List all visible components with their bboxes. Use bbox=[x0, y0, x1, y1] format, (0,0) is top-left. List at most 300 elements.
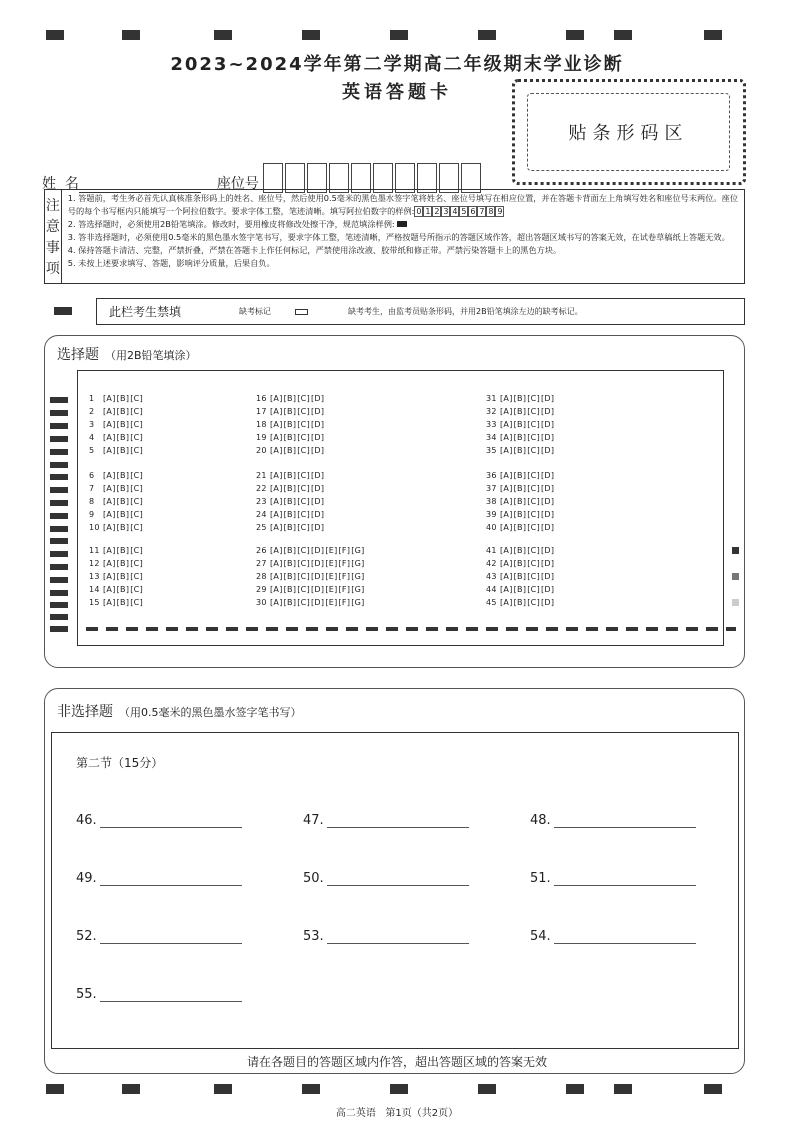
option-bubble-C[interactable]: [C] bbox=[130, 484, 143, 493]
option-bubble-B[interactable]: [B] bbox=[116, 572, 130, 581]
option-bubble-C[interactable]: [C] bbox=[130, 433, 143, 442]
notice-item: 3. 答非选择题时，必须使用0.5毫米的黑色墨水签字笔书写，要求字体工整，笔迹清晰，严格按题号所指示的答题区域作答，超出答题区域书写的答案无效，在试卷草稿纸上答题无效。 bbox=[67, 232, 730, 242]
question-11 bbox=[89, 546, 143, 555]
blank-number: 54. bbox=[530, 929, 551, 944]
question-12 bbox=[89, 559, 143, 568]
option-bubble-A[interactable]: [A] bbox=[270, 523, 283, 532]
option-bubble-B[interactable]: [B] bbox=[283, 585, 297, 594]
option-bubble-C[interactable]: [C] bbox=[297, 420, 310, 429]
option-bubble-D[interactable]: [D] bbox=[311, 446, 325, 455]
option-bubble-A[interactable]: [A] bbox=[270, 407, 283, 416]
option-bubble-A[interactable]: [A] bbox=[500, 446, 513, 455]
option-bubble-G[interactable]: [G] bbox=[351, 572, 365, 581]
option-bubble-A[interactable]: [A] bbox=[270, 546, 283, 555]
option-bubble-A[interactable]: [A] bbox=[103, 471, 116, 480]
option-bubble-A[interactable]: [A] bbox=[103, 585, 116, 594]
digit-box: 3 bbox=[443, 207, 449, 216]
option-bubble-B[interactable]: [B] bbox=[116, 523, 130, 532]
question-10 bbox=[89, 523, 143, 532]
question-number: 6 bbox=[89, 471, 95, 480]
option-bubble-D[interactable]: [D] bbox=[311, 407, 325, 416]
timing-mark bbox=[704, 30, 722, 40]
option-bubble-G[interactable]: [G] bbox=[351, 598, 365, 607]
question-32 bbox=[486, 407, 554, 416]
question-number: 35 bbox=[486, 446, 497, 455]
answer-blank-52[interactable] bbox=[76, 929, 242, 944]
question-number: 36 bbox=[486, 471, 497, 480]
option-bubble-A[interactable]: [A] bbox=[500, 433, 513, 442]
option-bubble-A[interactable]: [A] bbox=[500, 572, 513, 581]
option-bubble-C[interactable]: [C] bbox=[527, 585, 540, 594]
option-bubble-B[interactable]: [B] bbox=[116, 407, 130, 416]
option-bubble-D[interactable]: [D] bbox=[541, 598, 555, 607]
option-bubble-C[interactable]: [C] bbox=[130, 572, 143, 581]
option-bubble-B[interactable]: [B] bbox=[513, 394, 527, 403]
option-bubble-C[interactable]: [C] bbox=[130, 497, 143, 506]
question-number: 30 bbox=[256, 598, 267, 607]
option-bubble-D[interactable]: [D] bbox=[311, 585, 325, 594]
option-bubble-B[interactable]: [B] bbox=[283, 510, 297, 519]
option-bubble-C[interactable]: [C] bbox=[527, 484, 540, 493]
option-bubble-B[interactable]: [B] bbox=[116, 598, 130, 607]
option-bubble-A[interactable]: [A] bbox=[270, 446, 283, 455]
option-bubble-B[interactable]: [B] bbox=[513, 523, 527, 532]
blank-number: 53. bbox=[303, 929, 324, 944]
option-bubble-A[interactable]: [A] bbox=[500, 510, 513, 519]
absent-note: 缺考考生，由监考员贴条形码，并用2B铅笔填涂左边的缺考标记。 bbox=[348, 307, 583, 316]
timing-mark bbox=[50, 449, 68, 455]
notice-heading-char: 事 bbox=[45, 240, 60, 257]
option-bubble-C[interactable]: [C] bbox=[297, 598, 310, 607]
answer-line[interactable] bbox=[100, 874, 242, 886]
question-31 bbox=[486, 394, 554, 403]
question-number: 26 bbox=[256, 546, 267, 555]
question-19 bbox=[256, 433, 324, 442]
timing-mark bbox=[732, 547, 739, 554]
option-bubble-B[interactable]: [B] bbox=[283, 559, 297, 568]
seat-label: 座位号 bbox=[216, 176, 259, 192]
answer-line[interactable] bbox=[554, 874, 696, 886]
timing-mark bbox=[50, 487, 68, 493]
question-number: 20 bbox=[256, 446, 267, 455]
option-bubble-C[interactable]: [C] bbox=[130, 471, 143, 480]
option-bubble-C[interactable]: [C] bbox=[130, 585, 143, 594]
option-bubble-C[interactable]: [C] bbox=[527, 394, 540, 403]
option-bubble-C[interactable]: [C] bbox=[297, 559, 310, 568]
option-bubble-F[interactable]: [F] bbox=[338, 598, 351, 607]
question-number: 7 bbox=[89, 484, 95, 493]
option-bubble-D[interactable]: [D] bbox=[311, 559, 325, 568]
option-bubble-B[interactable]: [B] bbox=[513, 497, 527, 506]
option-bubble-D[interactable]: [D] bbox=[311, 546, 325, 555]
option-bubble-A[interactable]: [A] bbox=[103, 394, 116, 403]
option-bubble-F[interactable]: [F] bbox=[338, 585, 351, 594]
option-bubble-A[interactable]: [A] bbox=[500, 407, 513, 416]
choice-title: 选择题 （用2B铅笔填涂） bbox=[57, 347, 197, 363]
digit-sample bbox=[414, 206, 504, 216]
answer-blank-50[interactable] bbox=[303, 871, 469, 886]
answer-line[interactable] bbox=[327, 816, 469, 828]
option-bubble-A[interactable]: [A] bbox=[500, 546, 513, 555]
option-bubble-C[interactable]: [C] bbox=[130, 446, 143, 455]
question-38 bbox=[486, 497, 554, 506]
option-bubble-C[interactable]: [C] bbox=[297, 585, 310, 594]
question-13 bbox=[89, 572, 143, 581]
option-bubble-B[interactable]: [B] bbox=[116, 433, 130, 442]
option-bubble-C[interactable]: [C] bbox=[297, 510, 310, 519]
option-bubble-D[interactable]: [D] bbox=[311, 484, 325, 493]
option-bubble-G[interactable]: [G] bbox=[351, 546, 365, 555]
option-bubble-D[interactable]: [D] bbox=[541, 510, 555, 519]
question-number: 28 bbox=[256, 572, 267, 581]
option-bubble-B[interactable]: [B] bbox=[513, 484, 527, 493]
exam-subtitle: 英语答题卡 bbox=[342, 82, 452, 103]
timing-mark bbox=[614, 1084, 632, 1094]
timing-mark bbox=[50, 397, 68, 403]
option-bubble-A[interactable]: [A] bbox=[500, 420, 513, 429]
option-bubble-E[interactable]: [E] bbox=[325, 572, 338, 581]
option-bubble-B[interactable]: [B] bbox=[513, 572, 527, 581]
blank-number: 48. bbox=[530, 813, 551, 828]
answer-line[interactable] bbox=[100, 816, 242, 828]
timing-mark bbox=[50, 423, 68, 429]
option-bubble-B[interactable]: [B] bbox=[283, 572, 297, 581]
answer-blank-53[interactable] bbox=[303, 929, 469, 944]
digit-box: 0 bbox=[416, 207, 422, 216]
option-bubble-B[interactable]: [B] bbox=[283, 394, 297, 403]
option-bubble-E[interactable]: [E] bbox=[325, 546, 338, 555]
option-bubble-B[interactable]: [B] bbox=[513, 598, 527, 607]
option-bubble-D[interactable]: [D] bbox=[541, 523, 555, 532]
option-bubble-B[interactable]: [B] bbox=[513, 420, 527, 429]
question-number: 16 bbox=[256, 394, 267, 403]
question-16 bbox=[256, 394, 324, 403]
question-27 bbox=[256, 559, 365, 568]
question-number: 43 bbox=[486, 572, 497, 581]
answer-blank-49[interactable] bbox=[76, 871, 242, 886]
notice-heading bbox=[45, 190, 62, 283]
option-bubble-C[interactable]: [C] bbox=[527, 420, 540, 429]
option-bubble-C[interactable]: [C] bbox=[130, 598, 143, 607]
option-bubble-B[interactable]: [B] bbox=[283, 523, 297, 532]
section-label: 第二节（15分） bbox=[76, 756, 164, 770]
option-bubble-A[interactable]: [A] bbox=[270, 433, 283, 442]
question-number: 32 bbox=[486, 407, 497, 416]
option-bubble-C[interactable]: [C] bbox=[297, 407, 310, 416]
digit-box: 2 bbox=[434, 207, 440, 216]
option-bubble-E[interactable]: [E] bbox=[325, 585, 338, 594]
question-45 bbox=[486, 598, 554, 607]
option-bubble-C[interactable]: [C] bbox=[297, 484, 310, 493]
exam-title: 2023~2024学年第二学期高二年级期末学业诊断 bbox=[170, 54, 624, 75]
option-bubble-C[interactable]: [C] bbox=[527, 510, 540, 519]
question-number: 45 bbox=[486, 598, 497, 607]
blank-number: 51. bbox=[530, 871, 551, 886]
option-bubble-C[interactable]: [C] bbox=[130, 510, 143, 519]
option-bubble-B[interactable]: [B] bbox=[283, 407, 297, 416]
option-bubble-B[interactable]: [B] bbox=[116, 446, 130, 455]
option-bubble-D[interactable]: [D] bbox=[541, 407, 555, 416]
option-bubble-C[interactable]: [C] bbox=[527, 446, 540, 455]
timing-mark bbox=[46, 30, 64, 40]
option-bubble-D[interactable]: [D] bbox=[541, 446, 555, 455]
question-41 bbox=[486, 546, 554, 555]
option-bubble-A[interactable]: [A] bbox=[270, 559, 283, 568]
question-2 bbox=[89, 407, 143, 416]
option-bubble-B[interactable]: [B] bbox=[116, 484, 130, 493]
name-label: 姓 名 bbox=[42, 176, 79, 192]
option-bubble-A[interactable]: [A] bbox=[103, 572, 116, 581]
timing-mark bbox=[50, 626, 68, 632]
option-bubble-B[interactable]: [B] bbox=[513, 433, 527, 442]
option-bubble-B[interactable]: [B] bbox=[513, 510, 527, 519]
timing-mark bbox=[54, 307, 72, 315]
timing-mark bbox=[302, 30, 320, 40]
question-number: 8 bbox=[89, 497, 95, 506]
option-bubble-C[interactable]: [C] bbox=[130, 394, 143, 403]
option-bubble-A[interactable]: [A] bbox=[500, 598, 513, 607]
option-bubble-C[interactable]: [C] bbox=[527, 497, 540, 506]
option-bubble-B[interactable]: [B] bbox=[116, 546, 130, 555]
option-bubble-B[interactable]: [B] bbox=[513, 471, 527, 480]
question-number: 1 bbox=[89, 394, 95, 403]
option-bubble-C[interactable]: [C] bbox=[297, 572, 310, 581]
option-bubble-A[interactable]: [A] bbox=[500, 394, 513, 403]
option-bubble-D[interactable]: [D] bbox=[541, 394, 555, 403]
option-bubble-A[interactable]: [A] bbox=[270, 484, 283, 493]
barcode-area bbox=[512, 79, 746, 185]
option-bubble-B[interactable]: [B] bbox=[283, 446, 297, 455]
option-bubble-C[interactable]: [C] bbox=[297, 546, 310, 555]
question-number: 34 bbox=[486, 433, 497, 442]
option-bubble-D[interactable]: [D] bbox=[541, 546, 555, 555]
answer-blank-54[interactable] bbox=[530, 929, 696, 944]
barcode-label: 贴条形码区 bbox=[527, 93, 730, 171]
question-18 bbox=[256, 420, 324, 429]
timing-mark bbox=[50, 526, 68, 532]
option-bubble-D[interactable]: [D] bbox=[541, 484, 555, 493]
option-bubble-C[interactable]: [C] bbox=[297, 471, 310, 480]
question-number: 39 bbox=[486, 510, 497, 519]
option-bubble-A[interactable]: [A] bbox=[270, 585, 283, 594]
notice-body bbox=[62, 190, 744, 283]
question-number: 40 bbox=[486, 523, 497, 532]
timing-mark bbox=[50, 602, 68, 608]
option-bubble-D[interactable]: [D] bbox=[541, 585, 555, 594]
question-number: 21 bbox=[256, 471, 267, 480]
option-bubble-A[interactable]: [A] bbox=[103, 446, 116, 455]
option-bubble-D[interactable]: [D] bbox=[311, 598, 325, 607]
timing-mark bbox=[50, 538, 68, 544]
option-bubble-C[interactable]: [C] bbox=[297, 433, 310, 442]
option-bubble-C[interactable]: [C] bbox=[527, 433, 540, 442]
option-bubble-A[interactable]: [A] bbox=[103, 420, 116, 429]
option-bubble-D[interactable]: [D] bbox=[311, 394, 325, 403]
option-bubble-B[interactable]: [B] bbox=[116, 394, 130, 403]
option-bubble-B[interactable]: [B] bbox=[513, 559, 527, 568]
question-43 bbox=[486, 572, 554, 581]
answer-blank-55[interactable] bbox=[76, 987, 242, 1002]
question-30 bbox=[256, 598, 365, 607]
option-bubble-D[interactable]: [D] bbox=[311, 497, 325, 506]
option-bubble-A[interactable]: [A] bbox=[103, 546, 116, 555]
option-bubble-B[interactable]: [B] bbox=[283, 598, 297, 607]
digit-box: 6 bbox=[470, 207, 476, 216]
timing-mark bbox=[214, 1084, 232, 1094]
answer-line[interactable] bbox=[554, 816, 696, 828]
option-bubble-B[interactable]: [B] bbox=[513, 446, 527, 455]
option-bubble-A[interactable]: [A] bbox=[103, 510, 116, 519]
timing-mark bbox=[46, 1084, 64, 1094]
blank-number: 47. bbox=[303, 813, 324, 828]
option-bubble-C[interactable]: [C] bbox=[527, 523, 540, 532]
option-bubble-G[interactable]: [G] bbox=[351, 585, 365, 594]
option-bubble-C[interactable]: [C] bbox=[130, 546, 143, 555]
option-bubble-A[interactable]: [A] bbox=[270, 598, 283, 607]
option-bubble-C[interactable]: [C] bbox=[297, 497, 310, 506]
question-number: 24 bbox=[256, 510, 267, 519]
option-bubble-B[interactable]: [B] bbox=[116, 585, 130, 594]
option-bubble-A[interactable]: [A] bbox=[103, 407, 116, 416]
option-bubble-A[interactable]: [A] bbox=[103, 559, 116, 568]
question-24 bbox=[256, 510, 324, 519]
option-bubble-C[interactable]: [C] bbox=[527, 598, 540, 607]
option-bubble-B[interactable]: [B] bbox=[116, 510, 130, 519]
timing-mark bbox=[50, 513, 68, 519]
option-bubble-F[interactable]: [F] bbox=[338, 572, 351, 581]
forbidden-row bbox=[96, 298, 745, 325]
option-bubble-C[interactable]: [C] bbox=[130, 420, 143, 429]
option-bubble-A[interactable]: [A] bbox=[500, 523, 513, 532]
question-36 bbox=[486, 471, 554, 480]
option-bubble-B[interactable]: [B] bbox=[116, 471, 130, 480]
answer-line[interactable] bbox=[554, 932, 696, 944]
timing-mark bbox=[50, 436, 68, 442]
option-bubble-D[interactable]: [D] bbox=[541, 433, 555, 442]
option-bubble-B[interactable]: [B] bbox=[116, 497, 130, 506]
answer-blank-48[interactable] bbox=[530, 813, 696, 828]
option-bubble-A[interactable]: [A] bbox=[270, 572, 283, 581]
answer-blank-46[interactable] bbox=[76, 813, 242, 828]
timing-mark bbox=[50, 614, 68, 620]
question-number: 15 bbox=[89, 598, 100, 607]
option-bubble-D[interactable]: [D] bbox=[541, 420, 555, 429]
notice-item: 5. 未按上述要求填写、答题，影响评分质量，后果自负。 bbox=[67, 258, 275, 268]
option-bubble-C[interactable]: [C] bbox=[527, 471, 540, 480]
answer-line[interactable] bbox=[327, 932, 469, 944]
blank-number: 50. bbox=[303, 871, 324, 886]
option-bubble-F[interactable]: [F] bbox=[338, 559, 351, 568]
option-bubble-B[interactable]: [B] bbox=[283, 433, 297, 442]
timing-mark bbox=[214, 30, 232, 40]
option-bubble-C[interactable]: [C] bbox=[527, 407, 540, 416]
option-bubble-D[interactable]: [D] bbox=[541, 572, 555, 581]
option-bubble-A[interactable]: [A] bbox=[270, 471, 283, 480]
timing-mark bbox=[50, 551, 68, 557]
option-bubble-A[interactable]: [A] bbox=[103, 523, 116, 532]
question-number: 4 bbox=[89, 433, 95, 442]
answer-line[interactable] bbox=[100, 990, 242, 1002]
option-bubble-A[interactable]: [A] bbox=[270, 420, 283, 429]
option-bubble-B[interactable]: [B] bbox=[283, 497, 297, 506]
option-bubble-A[interactable]: [A] bbox=[500, 559, 513, 568]
option-bubble-C[interactable]: [C] bbox=[130, 407, 143, 416]
digit-box: 9 bbox=[497, 207, 503, 216]
absent-mark-box[interactable] bbox=[295, 309, 308, 315]
question-34 bbox=[486, 433, 554, 442]
option-bubble-A[interactable]: [A] bbox=[103, 598, 116, 607]
answer-blank-47[interactable] bbox=[303, 813, 469, 828]
option-bubble-D[interactable]: [D] bbox=[541, 559, 555, 568]
option-bubble-B[interactable]: [B] bbox=[283, 471, 297, 480]
option-bubble-A[interactable]: [A] bbox=[500, 585, 513, 594]
option-bubble-B[interactable]: [B] bbox=[283, 546, 297, 555]
timing-mark bbox=[122, 1084, 140, 1094]
question-37 bbox=[486, 484, 554, 493]
option-bubble-D[interactable]: [D] bbox=[311, 471, 325, 480]
option-bubble-C[interactable]: [C] bbox=[130, 559, 143, 568]
question-number: 10 bbox=[89, 523, 100, 532]
option-bubble-A[interactable]: [A] bbox=[103, 433, 116, 442]
option-bubble-F[interactable]: [F] bbox=[338, 546, 351, 555]
answer-blank-51[interactable] bbox=[530, 871, 696, 886]
option-bubble-E[interactable]: [E] bbox=[325, 559, 338, 568]
timing-mark bbox=[478, 1084, 496, 1094]
option-bubble-A[interactable]: [A] bbox=[103, 497, 116, 506]
option-bubble-D[interactable]: [D] bbox=[311, 523, 325, 532]
option-bubble-D[interactable]: [D] bbox=[311, 510, 325, 519]
option-bubble-C[interactable]: [C] bbox=[130, 523, 143, 532]
option-bubble-C[interactable]: [C] bbox=[297, 523, 310, 532]
option-bubble-A[interactable]: [A] bbox=[500, 497, 513, 506]
option-bubble-A[interactable]: [A] bbox=[270, 394, 283, 403]
option-bubble-A[interactable]: [A] bbox=[103, 484, 116, 493]
option-bubble-B[interactable]: [B] bbox=[513, 546, 527, 555]
option-bubble-D[interactable]: [D] bbox=[541, 497, 555, 506]
option-bubble-C[interactable]: [C] bbox=[527, 546, 540, 555]
choice-answer-box bbox=[77, 370, 724, 646]
timing-mark bbox=[50, 590, 68, 596]
answer-line[interactable] bbox=[327, 874, 469, 886]
blank-number: 46. bbox=[76, 813, 97, 828]
option-bubble-B[interactable]: [B] bbox=[513, 585, 527, 594]
option-bubble-A[interactable]: [A] bbox=[270, 510, 283, 519]
option-bubble-C[interactable]: [C] bbox=[527, 559, 540, 568]
notice-item: 4. 保持答题卡清洁、完整，严禁折叠，严禁在答题卡上作任何标记，严禁使用涂改液、胶带纸和修正带。严禁污染答题卡上的黑色方块。 bbox=[67, 245, 562, 255]
option-bubble-A[interactable]: [A] bbox=[270, 497, 283, 506]
option-bubble-B[interactable]: [B] bbox=[283, 484, 297, 493]
question-number: 12 bbox=[89, 559, 100, 568]
option-bubble-B[interactable]: [B] bbox=[283, 420, 297, 429]
option-bubble-B[interactable]: [B] bbox=[513, 407, 527, 416]
option-bubble-D[interactable]: [D] bbox=[311, 433, 325, 442]
option-bubble-A[interactable]: [A] bbox=[500, 471, 513, 480]
timing-mark bbox=[50, 474, 68, 480]
option-bubble-C[interactable]: [C] bbox=[527, 572, 540, 581]
answer-line[interactable] bbox=[100, 932, 242, 944]
option-bubble-D[interactable]: [D] bbox=[311, 572, 325, 581]
option-bubble-B[interactable]: [B] bbox=[116, 420, 130, 429]
question-28 bbox=[256, 572, 365, 581]
option-bubble-E[interactable]: [E] bbox=[325, 598, 338, 607]
option-bubble-A[interactable]: [A] bbox=[500, 484, 513, 493]
option-bubble-D[interactable]: [D] bbox=[311, 420, 325, 429]
option-bubble-C[interactable]: [C] bbox=[297, 394, 310, 403]
option-bubble-C[interactable]: [C] bbox=[297, 446, 310, 455]
option-bubble-D[interactable]: [D] bbox=[541, 471, 555, 480]
option-bubble-B[interactable]: [B] bbox=[116, 559, 130, 568]
option-bubble-G[interactable]: [G] bbox=[351, 559, 365, 568]
